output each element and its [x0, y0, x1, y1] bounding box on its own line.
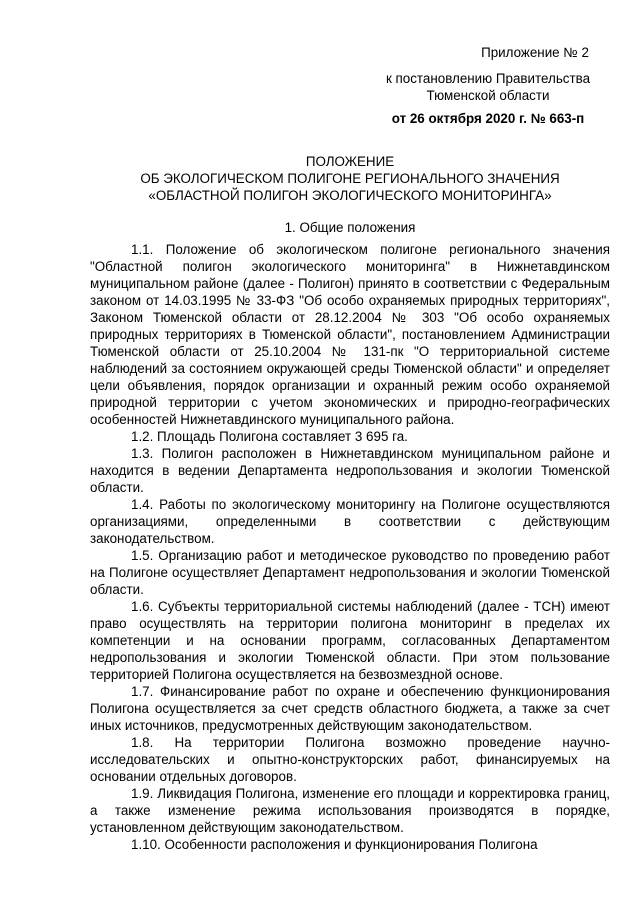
- document-body: [90, 241, 610, 853]
- document-title: ПОЛОЖЕНИЕ: [305, 154, 395, 169]
- document-subtitle: ОБ ЭКОЛОГИЧЕСКОМ ПОЛИГОНЕ РЕГИОНАЛЬНОГО ЗНАЧЕНИЯ: [140, 171, 560, 186]
- section-heading: 1. Общие положения: [284, 220, 416, 235]
- document-subtitle-name: «ОБЛАСТНОЙ ПОЛИГОН ЭКОЛОГИЧЕСКОГО МОНИТОРИНГА»: [148, 188, 552, 203]
- paragraph-1-10: 1.10. Особенности расположения и функционирования Полигона: [131, 837, 538, 852]
- paragraph-1-7: 1.7. Финансирование работ по охране и обеспечению функционирования Полигона осуществляется за счет средств областного бюджета, а также за счет иных источников, предусмотренных действующим законодательством.: [90, 684, 610, 733]
- region-name: Тюменской области: [426, 88, 550, 103]
- paragraph-1-2: 1.2. Площадь Полигона составляет 3 695 га.: [131, 429, 408, 444]
- paragraph-1-8: 1.8. На территории Полигона возможно проведение научно-исследовательских и опытно-конструкторских работ, финансируемых на основании отдельных договоров.: [90, 735, 610, 784]
- paragraph-1-6: 1.6. Субъекты территориальной системы наблюдений (далее - ТСН) имеют право осуществлять на территории полигона мониторинг в пределах их компетенции и на основании программ, согласованных Департаментом недропользования и экологии Тюменской области. При этом пользование территорией Полигона осуществляется на безвозмездной основе.: [90, 599, 610, 682]
- paragraph-1-5: 1.5. Организацию работ и методическое руководство по проведению работ на Полигоне осуществляет Департамент недропользования и экологии Тюменской области.: [90, 548, 610, 597]
- paragraph-1-4: 1.4. Работы по экологическому мониторингу на Полигоне осуществляются организациями, определенными в соответствии с действующим законодательством.: [90, 497, 610, 546]
- paragraph-1-3: 1.3. Полигон расположен в Нижнетавдинском муниципальном районе и находится в ведении Департамента недропользования и экологии Тюменской области.: [90, 446, 610, 495]
- resolution-date: от 26 октября 2020 г. № 663-п: [391, 111, 585, 126]
- paragraph-1-9: 1.9. Ликвидация Полигона, изменение его площади и корректировка границ, а также изменение режима использования производятся в порядке, установленном действующим законодательством.: [90, 786, 610, 835]
- appendix-label: Приложение № 2: [481, 45, 589, 60]
- paragraph-1-1: 1.1. Положение об экологическом полигоне регионального значения "Областной полигон экологического мониторинга" в Нижнетавдинском муниципальном районе (далее - Полигон) принято в соответствии с Федеральным законом от 14.03.1995 № 33-ФЗ "Об особо охраняемых природных территориях", Законом Тюменской области от 28.12.2004 № 303 "Об особо охраняемых природных территориях в Тюменской области", постановлением Администрации Тюменской области от 25.10.2004 № 131-пк "О территориальной системе наблюдений за состоянием окружающей среды Тюменской области" и определяет цели объявления, порядок организации и охранный режим особо охраняемой природной территории с учетом экономических и природно-географических особенностей Нижнетавдинского муниципального района.: [90, 242, 610, 427]
- resolution-reference: к постановлению Правительства: [385, 71, 591, 86]
